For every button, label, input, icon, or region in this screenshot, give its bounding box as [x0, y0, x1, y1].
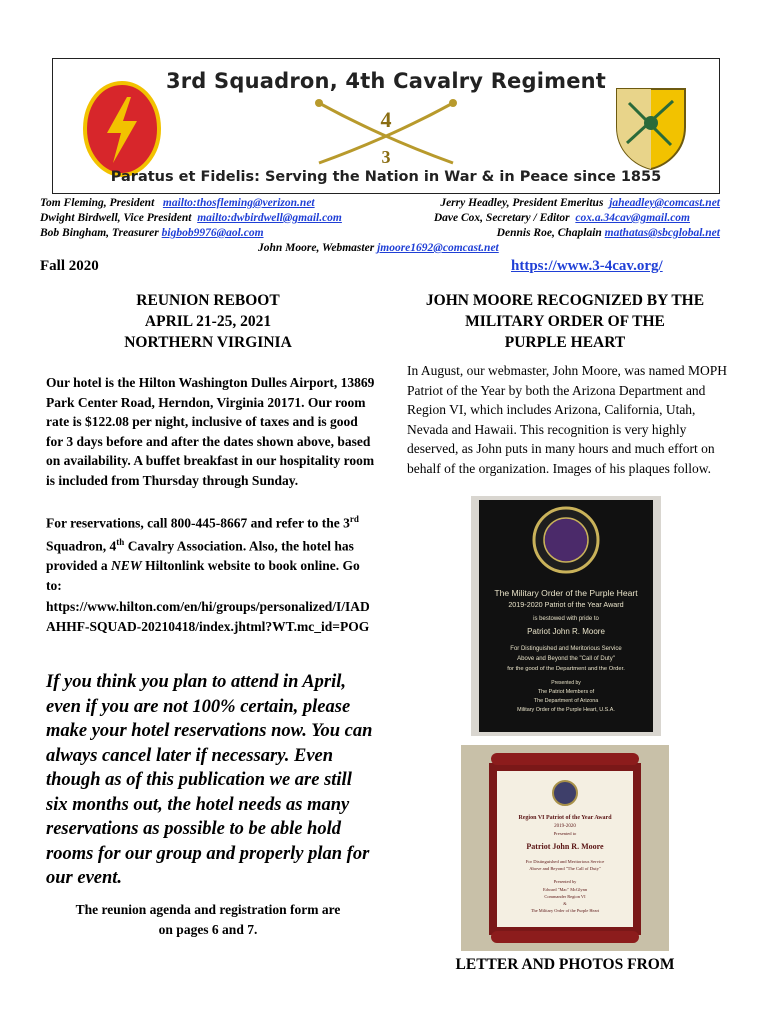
reservation-text: Cavalry Association. Also, the hotel has provided a [46, 538, 354, 573]
ordinal-suffix: th [116, 537, 125, 547]
scroll-line: Presented to [553, 831, 577, 836]
plaque-line: Presented by [551, 680, 581, 686]
reservation-callout: If you think you plan to attend in April, even if you are not 100% certain, please make your hotel reservations now. You can always cancel later if necessary. Even though as of this publication we are still six months out, the hotel needs as many reservations as possible to be able hold rooms for our group and properly plan for our event. [46, 672, 373, 888]
plaque-line: Above and Beyond the "Call of Duty" [517, 656, 615, 662]
reunion-heading-line: NORTHERN VIRGINIA [124, 334, 292, 351]
reservation-text: Squadron, 4 [46, 538, 117, 554]
officers-list [40, 196, 730, 256]
reservation-text: Hiltonlink website to book online. Go to: [46, 558, 360, 593]
officer-email-link[interactable]: jmoore1692@comcast.net [377, 242, 499, 254]
plaque-name: Patriot John R. Moore [527, 627, 605, 636]
banner-motto: Paratus et Fidelis: Serving the Nation in War & in Peace since 1855 [110, 169, 662, 185]
plaque-line: The Department of Arizona [533, 698, 599, 704]
photo-caption: LETTER AND PHOTOS FROM [455, 956, 675, 973]
officer-label: John Moore, Webmaster [258, 242, 375, 254]
scroll-line: Above and Beyond "The Call of Duty" [529, 866, 601, 871]
reunion-heading-line: APRIL 21-25, 2021 [144, 313, 272, 330]
officer-label: Dwight Birdwell, Vice President [40, 212, 192, 224]
plaque-line: Military Order of the Purple Heart, U.S.A. [517, 707, 615, 713]
officer-label: Tom Fleming, President [40, 197, 155, 209]
reunion-heading-line: REUNION REBOOT [136, 292, 280, 309]
ordinal-suffix: rd [349, 514, 359, 524]
plaque-line: The Patriot Members of [537, 689, 595, 695]
scroll-line: Edward "Mac" McGlynn [542, 887, 588, 892]
officer-label: Bob Bingham, Treasurer [40, 227, 159, 239]
region-vi-scroll-plaque-photo [461, 745, 669, 951]
scroll-line: For Distinguished and Meritorious Service [525, 859, 605, 864]
moph-paragraph: In August, our webmaster, John Moore, was named MOPH Patriot of the Year by both the Arizona Department and Region VI, which includes Arizona, California, Utah, Nevada and Hawaii. This recognition is very highly deserved, as John puts in many hours and much effort on behalf of the organization. Images of his plaques follow. [407, 363, 728, 476]
moph-heading [398, 290, 732, 353]
4th-cavalry-crest-icon [613, 83, 689, 171]
agenda-line: on pages 6 and 7. [158, 922, 258, 937]
insignia-number-bottom: 3 [381, 147, 391, 167]
reservation-text: For reservations, call 800-445-8667 and refer to the 3 [46, 515, 350, 531]
issue-date: Fall 2020 [40, 258, 99, 274]
officer-vice-president [40, 211, 342, 226]
plaque-subtitle: 2019-2020 Patriot of the Year Award [508, 600, 624, 609]
scroll-line: 2019-2020 [554, 824, 576, 829]
officer-email-link[interactable]: mailto:thosfleming@verizon.net [162, 197, 315, 209]
purple-heart-plaque-photo [471, 496, 661, 736]
scroll-title: Region VI Patriot of the Year Award [518, 815, 612, 821]
officer-label: Dave Cox, Secretary / Editor [433, 212, 570, 224]
scroll-line: Presented by [553, 879, 577, 884]
officer-chaplain [497, 226, 720, 241]
insignia-number-top: 4 [380, 107, 392, 132]
officer-webmaster [258, 241, 499, 256]
banner-title: 3rd Squadron, 4th Cavalry Regiment [165, 69, 607, 93]
plaque-line: for the good of the Department and the Order. [507, 666, 625, 672]
agenda-note [40, 900, 376, 940]
scroll-line: The Military Order of the Purple Heart [530, 908, 600, 913]
plaque-title: The Military Order of the Purple Heart [494, 588, 638, 598]
website-link[interactable]: https://www.3-4cav.org/ [511, 258, 663, 274]
masthead-banner [52, 58, 720, 194]
officer-president-emeritus [440, 196, 720, 211]
reservation-paragraph [46, 510, 376, 595]
moph-seal-icon [553, 781, 577, 805]
moph-heading-line: MILITARY ORDER OF THE [465, 313, 665, 330]
officer-president [40, 196, 315, 211]
officer-label: Jerry Headley, President Emeritus [440, 197, 604, 209]
scroll-name: Patriot John R. Moore [526, 842, 604, 851]
officer-label: Dennis Roe, Chaplain [496, 227, 602, 239]
moph-heading-line: PURPLE HEART [504, 334, 626, 351]
agenda-line: The reunion agenda and registration form are [75, 902, 341, 917]
25th-infantry-division-patch-icon [83, 81, 161, 177]
scroll-line: & [563, 901, 567, 906]
officer-secretary [434, 211, 690, 226]
hotel-paragraph: Our hotel is the Hilton Washington Dulles Airport, 13869 Park Center Road, Herndon, Virginia 20171. Our room rate is $122.08 per night, inclusive of taxes and is good for 3 days before and after the dates shown above, based on availability. A buffet breakfast in our hospitality room is included from Thursday through Sunday. [46, 375, 375, 488]
plaque-line: For Distinguished and Meritorious Service [510, 646, 622, 652]
crossed-sabers-insignia-icon [311, 97, 461, 169]
officer-email-link[interactable]: mathatas@sbcglobal.net [604, 227, 720, 239]
reunion-heading [40, 290, 376, 353]
officer-email-link[interactable]: cox.a.34cav@gmail.com [575, 212, 690, 224]
moph-heading-line: JOHN MOORE RECOGNIZED BY THE [425, 292, 705, 309]
plaque-line: is bestowed with pride to [533, 616, 599, 622]
new-emphasis: NEW [111, 558, 142, 573]
officer-treasurer [40, 226, 264, 241]
officer-email-link[interactable]: jaheadley@comcast.net [609, 197, 720, 209]
scroll-line: Commander Region VI [544, 894, 586, 899]
booking-url[interactable]: https://www.hilton.com/en/hi/groups/personalized/I/IADAHHF-SQUAD-20210418/index.jhtml?WT.mc_id=POG [46, 599, 370, 634]
officer-email-link[interactable]: bigbob9976@aol.com [161, 227, 264, 239]
officer-email-link[interactable]: mailto:dwbirdwell@gmail.com [197, 212, 342, 224]
